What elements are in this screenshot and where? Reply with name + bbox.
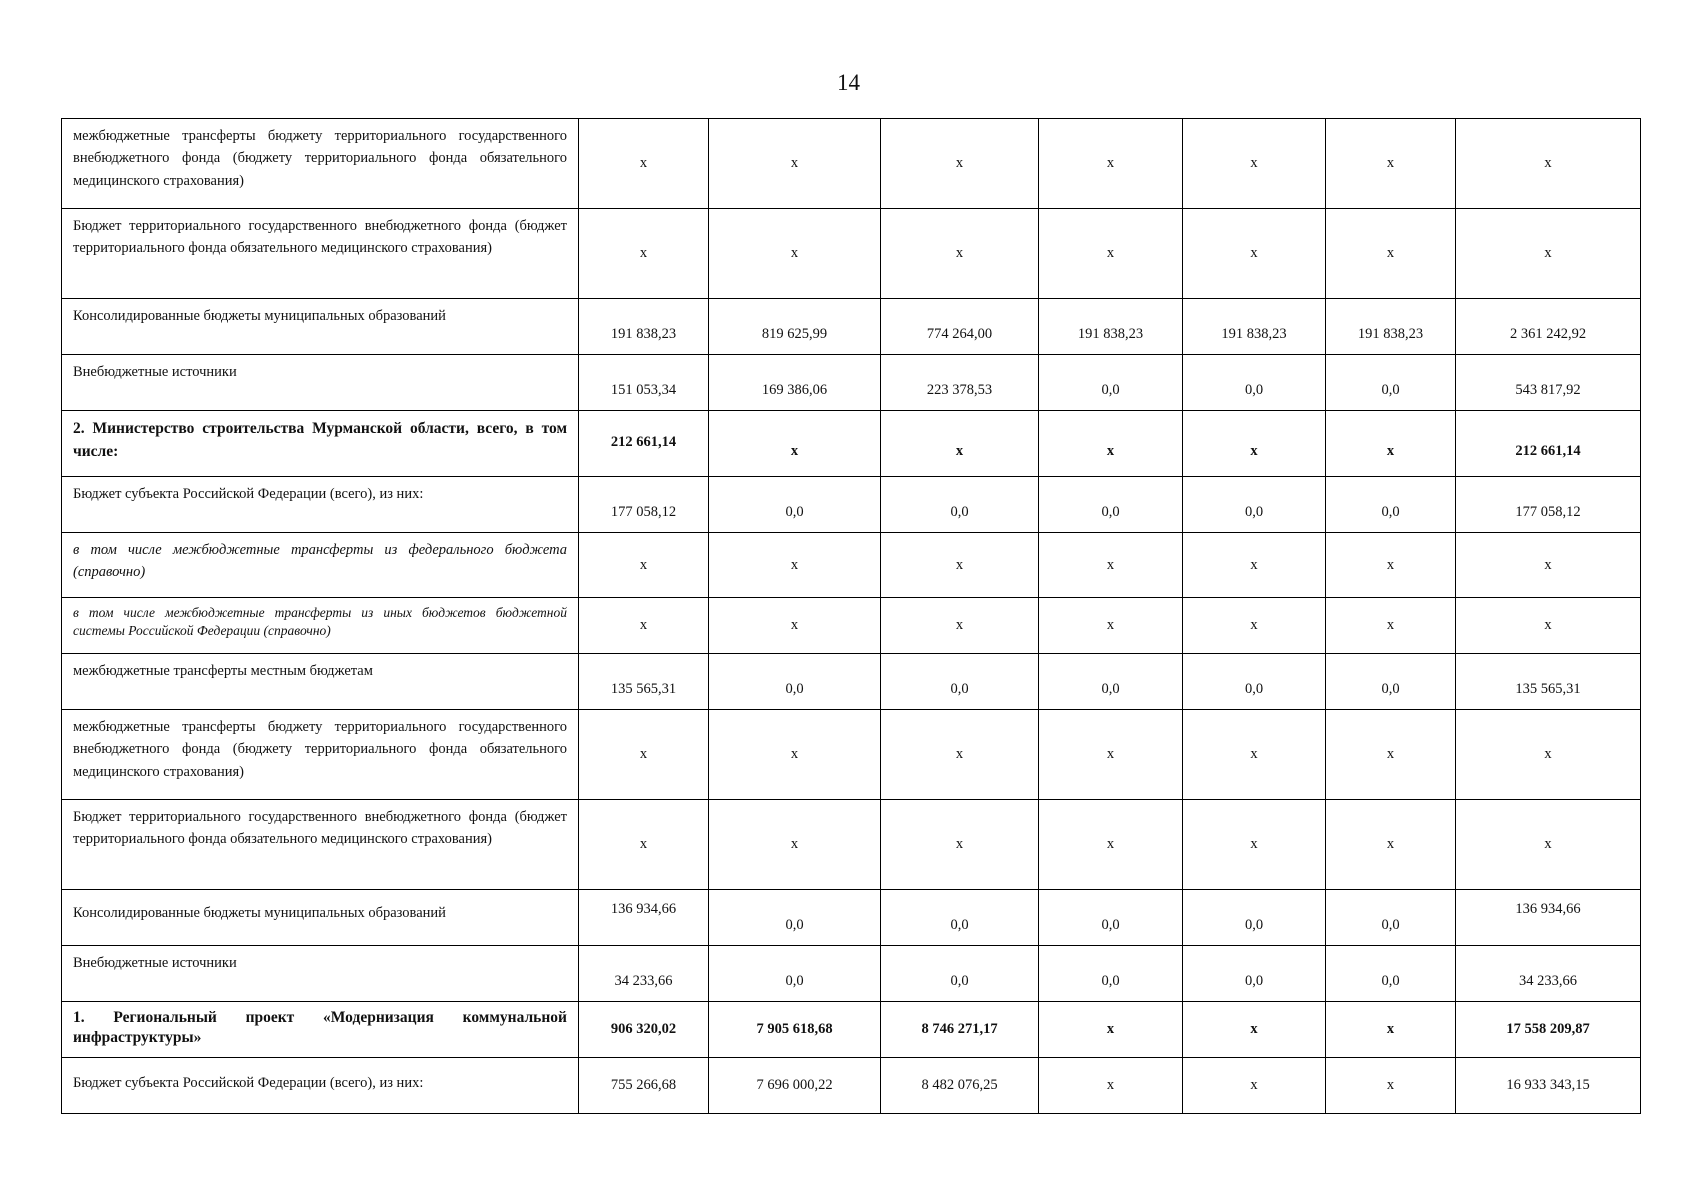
value-cell: 906 320,02 — [579, 1002, 709, 1058]
value-cell: 34 233,66 — [579, 946, 709, 1002]
value-cell: 0,0 — [1183, 890, 1326, 946]
value-cell: х — [579, 119, 709, 209]
row-label: Бюджет территориального государственного внебюджетного фонда (бюджет территориального фонда обязательного медицинского страхования) — [62, 800, 579, 890]
row-label: в том числе межбюджетные трансферты из иных бюджетов бюджетной системы Российской Федерации (справочно) — [62, 598, 579, 654]
value-cell: х — [1039, 411, 1183, 477]
value-cell: 819 625,99 — [709, 299, 881, 355]
total-cell: 543 817,92 — [1456, 355, 1641, 411]
value-cell: 774 264,00 — [881, 299, 1039, 355]
table-row — [62, 209, 1641, 299]
value-cell: х — [881, 209, 1039, 299]
value-cell: 191 838,23 — [1183, 299, 1326, 355]
value-cell: 7 905 618,68 — [709, 1002, 881, 1058]
table-row — [62, 355, 1641, 411]
row-label: Внебюджетные источники — [62, 946, 579, 1002]
value-cell: 0,0 — [1326, 890, 1456, 946]
value-cell: х — [1326, 119, 1456, 209]
page-number: 14 — [837, 70, 860, 95]
total-cell: 17 558 209,87 — [1456, 1002, 1641, 1058]
value-cell: х — [579, 533, 709, 598]
table-row — [62, 1002, 1641, 1058]
value-cell: х — [1183, 1002, 1326, 1058]
value-cell: х — [1039, 1002, 1183, 1058]
row-label: 1. Региональный проект «Модернизация коммунальной инфраструктуры» — [62, 1002, 579, 1058]
value-cell: х — [1039, 533, 1183, 598]
value-cell: 0,0 — [709, 477, 881, 533]
table-row — [62, 477, 1641, 533]
total-cell: х — [1456, 710, 1641, 800]
value-cell: х — [881, 119, 1039, 209]
total-cell: 136 934,66 — [1456, 890, 1641, 946]
value-cell: 755 266,68 — [579, 1058, 709, 1114]
value-cell: х — [709, 533, 881, 598]
table-row — [62, 411, 1641, 477]
value-cell: х — [1326, 209, 1456, 299]
value-cell: х — [1183, 598, 1326, 654]
value-cell: х — [881, 533, 1039, 598]
value-cell: х — [1183, 710, 1326, 800]
value-cell: 223 378,53 — [881, 355, 1039, 411]
total-cell: 212 661,14 — [1456, 411, 1641, 477]
total-cell: х — [1456, 800, 1641, 890]
value-cell: х — [709, 209, 881, 299]
value-cell: х — [1039, 710, 1183, 800]
value-cell: х — [1326, 411, 1456, 477]
value-cell: 0,0 — [1039, 946, 1183, 1002]
table-row — [62, 800, 1641, 890]
value-cell: х — [1039, 119, 1183, 209]
value-cell: 8 746 271,17 — [881, 1002, 1039, 1058]
total-cell: х — [1456, 533, 1641, 598]
row-label: межбюджетные трансферты бюджету территориального государственного внебюджетного фонда (бюджету территориального фонда обязательного медицинского страхования) — [62, 710, 579, 800]
row-label: Внебюджетные источники — [62, 355, 579, 411]
table-row — [62, 598, 1641, 654]
value-cell: х — [1183, 1058, 1326, 1114]
value-cell: 0,0 — [1039, 477, 1183, 533]
value-cell: 0,0 — [881, 477, 1039, 533]
value-cell: 151 053,34 — [579, 355, 709, 411]
value-cell: х — [709, 598, 881, 654]
total-cell: 16 933 343,15 — [1456, 1058, 1641, 1114]
value-cell: 212 661,14 — [579, 411, 709, 477]
value-cell: 177 058,12 — [579, 477, 709, 533]
row-label: межбюджетные трансферты местным бюджетам — [62, 654, 579, 710]
value-cell: х — [1326, 710, 1456, 800]
value-cell: 0,0 — [1039, 355, 1183, 411]
value-cell: х — [709, 411, 881, 477]
value-cell: 136 934,66 — [579, 890, 709, 946]
row-label: межбюджетные трансферты бюджету территориального государственного внебюджетного фонда (бюджету территориального фонда обязательного медицинского страхования) — [62, 119, 579, 209]
table-row — [62, 710, 1641, 800]
budget-table — [61, 118, 1641, 1114]
value-cell: х — [881, 800, 1039, 890]
value-cell: 191 838,23 — [1039, 299, 1183, 355]
total-cell: 2 361 242,92 — [1456, 299, 1641, 355]
value-cell: 169 386,06 — [709, 355, 881, 411]
table-row — [62, 890, 1641, 946]
table-row — [62, 119, 1641, 209]
value-cell: х — [1039, 1058, 1183, 1114]
value-cell: х — [579, 710, 709, 800]
table-row — [62, 299, 1641, 355]
value-cell: х — [1183, 800, 1326, 890]
value-cell: 0,0 — [1326, 946, 1456, 1002]
value-cell: х — [1326, 1058, 1456, 1114]
row-label: в том числе межбюджетные трансферты из федерального бюджета (справочно) — [62, 533, 579, 598]
value-cell: х — [881, 598, 1039, 654]
total-cell: х — [1456, 598, 1641, 654]
value-cell: х — [1326, 598, 1456, 654]
value-cell: х — [1326, 1002, 1456, 1058]
value-cell: 0,0 — [1183, 477, 1326, 533]
value-cell: 0,0 — [1326, 477, 1456, 533]
row-label: Бюджет субъекта Российской Федерации (всего), из них: — [62, 477, 579, 533]
row-label: Бюджет субъекта Российской Федерации (всего), из них: — [62, 1058, 579, 1114]
value-cell: х — [1326, 533, 1456, 598]
value-cell: 0,0 — [1183, 946, 1326, 1002]
value-cell: х — [881, 411, 1039, 477]
row-label: Консолидированные бюджеты муниципальных образований — [62, 890, 579, 946]
row-label: 2. Министерство строительства Мурманской области, всего, в том числе: — [62, 411, 579, 477]
value-cell: 0,0 — [1183, 355, 1326, 411]
value-cell: 191 838,23 — [1326, 299, 1456, 355]
value-cell: х — [1183, 533, 1326, 598]
value-cell: 0,0 — [1326, 654, 1456, 710]
total-cell: 135 565,31 — [1456, 654, 1641, 710]
value-cell: х — [709, 800, 881, 890]
value-cell: 0,0 — [1326, 355, 1456, 411]
value-cell: х — [579, 209, 709, 299]
value-cell: х — [709, 119, 881, 209]
value-cell: х — [579, 598, 709, 654]
total-cell: 34 233,66 — [1456, 946, 1641, 1002]
value-cell: 191 838,23 — [579, 299, 709, 355]
value-cell: 0,0 — [1039, 654, 1183, 710]
table-row — [62, 946, 1641, 1002]
value-cell: х — [1183, 209, 1326, 299]
value-cell: х — [1183, 119, 1326, 209]
total-cell: х — [1456, 119, 1641, 209]
value-cell: х — [1039, 598, 1183, 654]
value-cell: 0,0 — [881, 654, 1039, 710]
table-row — [62, 654, 1641, 710]
total-cell: х — [1456, 209, 1641, 299]
total-cell: 177 058,12 — [1456, 477, 1641, 533]
value-cell: 0,0 — [709, 946, 881, 1002]
row-label: Бюджет территориального государственного внебюджетного фонда (бюджет территориального фонда обязательного медицинского страхования) — [62, 209, 579, 299]
table-row — [62, 533, 1641, 598]
value-cell: х — [1183, 411, 1326, 477]
row-label: Консолидированные бюджеты муниципальных образований — [62, 299, 579, 355]
value-cell: 0,0 — [709, 654, 881, 710]
value-cell: х — [1039, 209, 1183, 299]
value-cell: 0,0 — [881, 890, 1039, 946]
value-cell: 0,0 — [1039, 890, 1183, 946]
value-cell: х — [881, 710, 1039, 800]
value-cell: 0,0 — [881, 946, 1039, 1002]
value-cell: 0,0 — [709, 890, 881, 946]
value-cell: 7 696 000,22 — [709, 1058, 881, 1114]
value-cell: 135 565,31 — [579, 654, 709, 710]
table-row — [62, 1058, 1641, 1114]
value-cell: 8 482 076,25 — [881, 1058, 1039, 1114]
value-cell: х — [579, 800, 709, 890]
value-cell: х — [709, 710, 881, 800]
value-cell: х — [1326, 800, 1456, 890]
value-cell: х — [1039, 800, 1183, 890]
value-cell: 0,0 — [1183, 654, 1326, 710]
